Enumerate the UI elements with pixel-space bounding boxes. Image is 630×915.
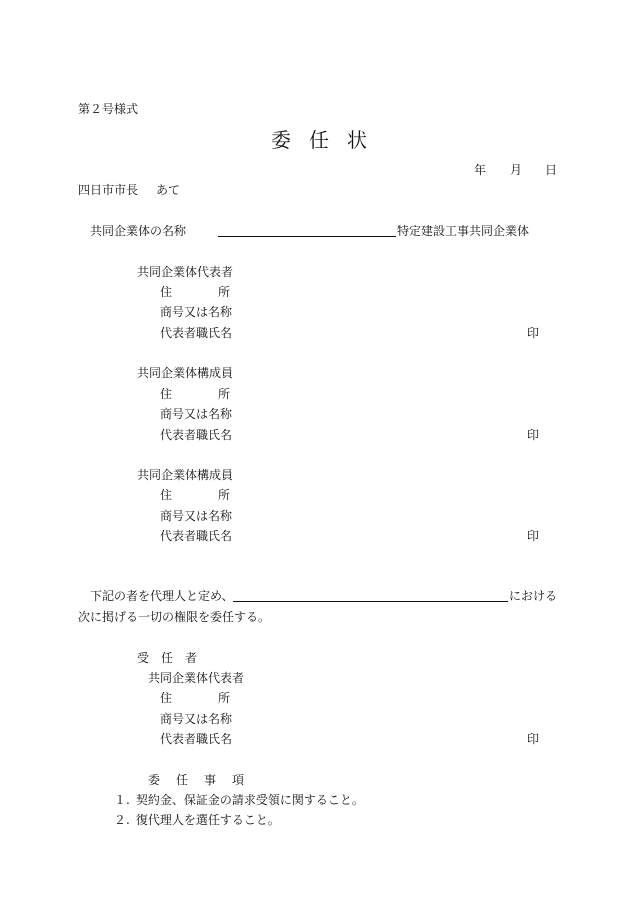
trade-name-label: 商号又は名称 bbox=[160, 305, 233, 319]
statement-suffix: における bbox=[509, 589, 558, 603]
trade-name-label: 商号又は名称 bbox=[160, 712, 233, 726]
addressee-honorific: あて bbox=[156, 183, 181, 197]
rep-name-label: 代表者職氏名 bbox=[160, 428, 233, 442]
addressee bbox=[78, 182, 180, 198]
address-label: 住 所 bbox=[160, 387, 231, 401]
date-day: 日 bbox=[545, 163, 558, 177]
rep-name-label: 代表者職氏名 bbox=[160, 529, 233, 543]
matter-text: 復代理人を選任すること。 bbox=[135, 813, 280, 827]
member-heading: 共同企業体構成員 bbox=[137, 366, 234, 380]
statement-line2: 次に掲げる一切の権限を委任する。 bbox=[78, 610, 271, 624]
statement-blank bbox=[233, 601, 508, 602]
jv-name-blank bbox=[218, 236, 396, 237]
seal-mark: 印 bbox=[527, 428, 540, 442]
date-month: 月 bbox=[510, 163, 523, 177]
matter-text: 契約金、保証金の請求受領に関すること。 bbox=[135, 793, 364, 807]
address-label: 住 所 bbox=[160, 285, 231, 299]
delegate-label: 受 任 者 bbox=[137, 651, 198, 665]
trade-name-label: 商号又は名称 bbox=[160, 509, 233, 523]
matter-item bbox=[114, 792, 364, 808]
seal-mark: 印 bbox=[527, 529, 540, 543]
rep-name-label: 代表者職氏名 bbox=[160, 732, 233, 746]
member-heading: 共同企業体代表者 bbox=[137, 265, 234, 279]
matters-heading: 委 任 事 項 bbox=[148, 773, 245, 787]
addressee-name: 四日市市長 bbox=[78, 183, 139, 197]
statement-prefix: 下記の者を代理人と定め、 bbox=[90, 589, 234, 603]
matter-number: ２. bbox=[114, 813, 130, 827]
seal-mark: 印 bbox=[527, 326, 540, 340]
title-char: 状 bbox=[347, 128, 369, 152]
seal-mark: 印 bbox=[527, 732, 540, 746]
title-char: 任 bbox=[309, 128, 331, 152]
jv-name-suffix: 特定建設工事共同企業体 bbox=[397, 224, 530, 238]
date-year: 年 bbox=[474, 163, 487, 177]
member-heading: 共同企業体構成員 bbox=[137, 468, 234, 482]
matter-number: １. bbox=[114, 793, 130, 807]
trade-name-label: 商号又は名称 bbox=[160, 407, 233, 421]
title-char: 委 bbox=[271, 128, 293, 152]
jv-name-label: 共同企業体の名称 bbox=[90, 224, 187, 238]
address-label: 住 所 bbox=[160, 488, 231, 502]
rep-name-label: 代表者職氏名 bbox=[160, 326, 233, 340]
delegate-heading: 共同企業体代表者 bbox=[148, 671, 245, 685]
form-number: 第２号様式 bbox=[78, 102, 139, 116]
matter-item bbox=[114, 812, 280, 828]
document-title bbox=[263, 128, 377, 152]
address-label: 住 所 bbox=[160, 691, 231, 705]
